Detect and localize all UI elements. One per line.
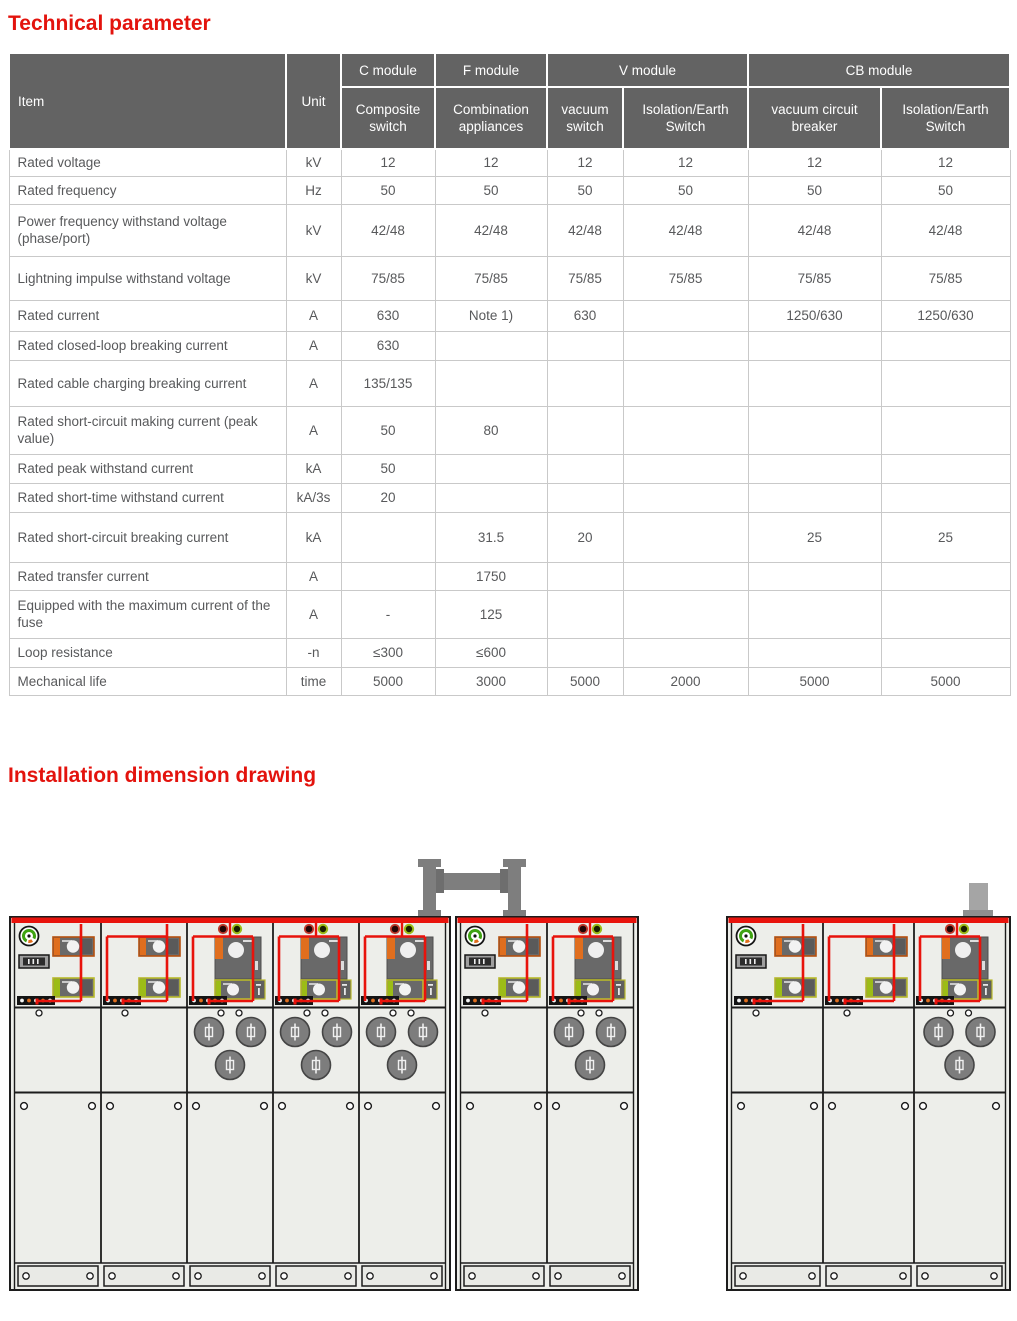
table-row xyxy=(9,406,1010,454)
column-header-unit: Unit xyxy=(286,53,341,149)
value-cell xyxy=(341,562,435,590)
cable-connector-icon xyxy=(425,980,437,999)
vent-screw xyxy=(482,1010,488,1016)
indicator-green-icon xyxy=(593,925,601,933)
door-screw xyxy=(279,1103,286,1110)
value-cell xyxy=(623,562,748,590)
value-cell xyxy=(748,562,881,590)
plinth xyxy=(826,1266,911,1286)
indicator-green-icon xyxy=(233,925,241,933)
module-group-header: V module xyxy=(547,53,748,87)
door-screw xyxy=(261,1103,268,1110)
module-group-header: CB module xyxy=(748,53,1010,87)
value-cell xyxy=(435,483,547,512)
unit-cell: kV xyxy=(286,256,341,300)
unit-cell: kV xyxy=(286,204,341,256)
value-cell: 12 xyxy=(881,149,1010,176)
door-screw xyxy=(107,1103,114,1110)
value-cell: 75/85 xyxy=(623,256,748,300)
module-group-header: C module xyxy=(341,53,435,87)
door-screw xyxy=(467,1103,474,1110)
value-cell: 2000 xyxy=(623,667,748,695)
item-cell: Mechanical life xyxy=(9,667,286,695)
fuse-bushing-circle xyxy=(388,1051,417,1080)
gauge-icon xyxy=(737,927,756,946)
vent-screw xyxy=(578,1010,584,1016)
value-cell xyxy=(748,331,881,360)
value-cell xyxy=(547,638,623,667)
value-cell: 12 xyxy=(435,149,547,176)
value-cell xyxy=(435,331,547,360)
unit-cell: A xyxy=(286,300,341,331)
value-cell: 75/85 xyxy=(748,256,881,300)
value-cell: 20 xyxy=(341,483,435,512)
switch-module-icon xyxy=(139,937,180,956)
vent-screw xyxy=(408,1010,414,1016)
unit-cell: A xyxy=(286,590,341,638)
value-cell: 42/48 xyxy=(341,204,435,256)
value-cell: 20 xyxy=(547,512,623,562)
value-cell xyxy=(881,483,1010,512)
earth-switch-module-icon xyxy=(139,978,180,997)
value-cell xyxy=(547,406,623,454)
item-cell: Rated transfer current xyxy=(9,562,286,590)
value-cell xyxy=(623,638,748,667)
plinth xyxy=(917,1266,1002,1286)
unit-cell: kA xyxy=(286,454,341,483)
indicator-red-icon xyxy=(579,925,587,933)
item-cell: Rated short-time withstand current xyxy=(9,483,286,512)
value-cell: 25 xyxy=(748,512,881,562)
value-cell xyxy=(881,590,1010,638)
value-cell: 630 xyxy=(341,331,435,360)
cable-connector-icon xyxy=(613,980,625,999)
installation-drawing-svg xyxy=(0,848,1017,1308)
earth-switch-module-icon xyxy=(53,978,94,997)
busbar xyxy=(729,918,1009,924)
value-cell: 5000 xyxy=(341,667,435,695)
value-cell: 125 xyxy=(435,590,547,638)
fuse-bushing-circle xyxy=(302,1051,331,1080)
fuse-bushing-circle xyxy=(281,1018,310,1047)
value-cell: ≤300 xyxy=(341,638,435,667)
plinth xyxy=(18,1266,98,1286)
vent-screw xyxy=(390,1010,396,1016)
value-cell: 630 xyxy=(341,300,435,331)
value-cell: 5000 xyxy=(881,667,1010,695)
value-cell xyxy=(881,638,1010,667)
value-cell: Note 1) xyxy=(435,300,547,331)
table-row xyxy=(9,638,1010,667)
connector-bridge xyxy=(418,859,526,918)
value-cell xyxy=(623,331,748,360)
door-screw xyxy=(535,1103,542,1110)
door-screw xyxy=(621,1103,628,1110)
value-cell xyxy=(623,590,748,638)
value-cell xyxy=(547,483,623,512)
value-cell xyxy=(435,360,547,406)
column-header-item: Item xyxy=(9,53,286,149)
indicator-green-icon xyxy=(405,925,413,933)
vent-screw xyxy=(36,1010,42,1016)
value-cell xyxy=(748,483,881,512)
fuse-bushing-circle xyxy=(576,1051,605,1080)
cable-connector-icon xyxy=(980,980,992,999)
value-cell: 5000 xyxy=(547,667,623,695)
value-cell: 50 xyxy=(435,176,547,204)
vent-screw xyxy=(122,1010,128,1016)
value-cell: 31.5 xyxy=(435,512,547,562)
value-cell: 3000 xyxy=(435,667,547,695)
table-row xyxy=(9,176,1010,204)
value-cell xyxy=(881,562,1010,590)
nameplate xyxy=(736,955,766,968)
vent-screw xyxy=(596,1010,602,1016)
plinth xyxy=(362,1266,442,1286)
switch-module-icon xyxy=(499,937,540,956)
module-sub-header: Composite switch xyxy=(341,87,435,149)
value-cell: 42/48 xyxy=(435,204,547,256)
plinth xyxy=(464,1266,544,1286)
value-cell xyxy=(623,300,748,331)
table-row xyxy=(9,562,1010,590)
value-cell: 5000 xyxy=(748,667,881,695)
value-cell: 42/48 xyxy=(881,204,1010,256)
door-screw xyxy=(920,1103,927,1110)
value-cell xyxy=(748,406,881,454)
gauge-icon xyxy=(466,927,485,946)
section-title-installation: Installation dimension drawing xyxy=(8,764,317,787)
table-row xyxy=(9,204,1010,256)
plinth xyxy=(276,1266,356,1286)
door-screw xyxy=(89,1103,96,1110)
module-group-header: F module xyxy=(435,53,547,87)
item-cell: Loop resistance xyxy=(9,638,286,667)
vent-screw xyxy=(322,1010,328,1016)
item-cell: Rated short-circuit making current (peak value) xyxy=(9,406,286,454)
vent-screw xyxy=(844,1010,850,1016)
item-cell: Rated current xyxy=(9,300,286,331)
fuse-bushing-circle xyxy=(597,1018,626,1047)
fuse-bushing-circle xyxy=(367,1018,396,1047)
cable-connector-icon xyxy=(253,980,265,999)
vent-screw xyxy=(753,1010,759,1016)
value-cell: 50 xyxy=(341,406,435,454)
vent-screw xyxy=(236,1010,242,1016)
door-screw xyxy=(738,1103,745,1110)
value-cell: 50 xyxy=(748,176,881,204)
table-row xyxy=(9,300,1010,331)
value-cell xyxy=(547,454,623,483)
value-cell: 50 xyxy=(547,176,623,204)
door-screw xyxy=(365,1103,372,1110)
value-cell xyxy=(623,454,748,483)
value-cell: 42/48 xyxy=(547,204,623,256)
value-cell xyxy=(748,590,881,638)
vent-screw xyxy=(948,1010,954,1016)
fuse-bushing-circle xyxy=(555,1018,584,1047)
value-cell xyxy=(881,360,1010,406)
value-cell: 50 xyxy=(341,454,435,483)
busbar xyxy=(12,918,449,924)
unit-cell: -n xyxy=(286,638,341,667)
value-cell: 12 xyxy=(341,149,435,176)
value-cell xyxy=(547,590,623,638)
value-cell: 75/85 xyxy=(881,256,1010,300)
value-cell: 1250/630 xyxy=(881,300,1010,331)
vent-screw xyxy=(218,1010,224,1016)
value-cell xyxy=(881,406,1010,454)
section-title-technical: Technical parameter xyxy=(8,12,211,35)
value-cell xyxy=(341,512,435,562)
plinth xyxy=(104,1266,184,1286)
value-cell: 25 xyxy=(881,512,1010,562)
fuse-bushing-circle xyxy=(945,1051,974,1080)
unit-cell: A xyxy=(286,331,341,360)
unit-cell: A xyxy=(286,406,341,454)
earth-switch-module-icon xyxy=(866,978,907,997)
table-row xyxy=(9,590,1010,638)
value-cell: 50 xyxy=(341,176,435,204)
value-cell xyxy=(748,638,881,667)
value-cell: 50 xyxy=(881,176,1010,204)
fuse-bushing-circle xyxy=(195,1018,224,1047)
value-cell xyxy=(881,454,1010,483)
value-cell: 12 xyxy=(623,149,748,176)
cable-connector-icon xyxy=(339,980,351,999)
module-sub-header: vacuum switch xyxy=(547,87,623,149)
table-row xyxy=(9,331,1010,360)
unit-cell: Hz xyxy=(286,176,341,204)
value-cell: - xyxy=(341,590,435,638)
fuse-bushing-circle xyxy=(409,1018,438,1047)
value-cell xyxy=(881,331,1010,360)
fuse-bushing-circle xyxy=(323,1018,352,1047)
door-screw xyxy=(553,1103,560,1110)
item-cell: Rated cable charging breaking current xyxy=(9,360,286,406)
vent-screw xyxy=(304,1010,310,1016)
unit-cell: time xyxy=(286,667,341,695)
value-cell xyxy=(547,331,623,360)
plinth xyxy=(550,1266,630,1286)
gauge-icon xyxy=(20,927,39,946)
value-cell: 12 xyxy=(547,149,623,176)
indicator-red-icon xyxy=(391,925,399,933)
indicator-green-icon xyxy=(960,925,968,933)
value-cell: 42/48 xyxy=(748,204,881,256)
door-screw xyxy=(993,1103,1000,1110)
corner-post xyxy=(963,883,993,918)
item-cell: Rated closed-loop breaking current xyxy=(9,331,286,360)
value-cell: ≤600 xyxy=(435,638,547,667)
fuse-bushing-circle xyxy=(966,1018,995,1047)
plinth xyxy=(735,1266,820,1286)
technical-parameter-table xyxy=(8,52,1011,696)
door-screw xyxy=(193,1103,200,1110)
value-cell: 1750 xyxy=(435,562,547,590)
value-cell xyxy=(623,483,748,512)
value-cell xyxy=(748,360,881,406)
value-cell: 75/85 xyxy=(435,256,547,300)
value-cell: 75/85 xyxy=(341,256,435,300)
module-sub-header: vacuum circuit breaker xyxy=(748,87,881,149)
value-cell: 135/135 xyxy=(341,360,435,406)
nameplate xyxy=(19,955,49,968)
item-cell: Equipped with the maximum current of the fuse xyxy=(9,590,286,638)
fuse-bushing-circle xyxy=(237,1018,266,1047)
unit-cell: kA/3s xyxy=(286,483,341,512)
value-cell: 42/48 xyxy=(623,204,748,256)
value-cell xyxy=(623,360,748,406)
value-cell: 630 xyxy=(547,300,623,331)
switch-module-icon xyxy=(775,937,816,956)
switch-module-icon xyxy=(53,937,94,956)
door-screw xyxy=(175,1103,182,1110)
door-screw xyxy=(347,1103,354,1110)
table-row xyxy=(9,512,1010,562)
busbar xyxy=(458,918,637,924)
indicator-green-icon xyxy=(319,925,327,933)
value-cell xyxy=(435,454,547,483)
switch-module-icon xyxy=(866,937,907,956)
value-cell: 50 xyxy=(623,176,748,204)
table-row xyxy=(9,149,1010,176)
door-screw xyxy=(902,1103,909,1110)
cabinet-group-left-group xyxy=(10,917,450,1290)
earth-switch-module-icon xyxy=(775,978,816,997)
cabinet-group-right-group xyxy=(727,917,1010,1290)
unit-cell: A xyxy=(286,360,341,406)
item-cell: Rated voltage xyxy=(9,149,286,176)
item-cell: Power frequency withstand voltage (phase/port) xyxy=(9,204,286,256)
unit-cell: A xyxy=(286,562,341,590)
table-row xyxy=(9,483,1010,512)
value-cell: 12 xyxy=(748,149,881,176)
item-cell: Rated frequency xyxy=(9,176,286,204)
earth-switch-module-icon xyxy=(499,978,540,997)
module-sub-header: Isolation/Earth Switch xyxy=(881,87,1010,149)
module-sub-header: Isolation/Earth Switch xyxy=(623,87,748,149)
value-cell xyxy=(623,406,748,454)
vent-screw xyxy=(966,1010,972,1016)
value-cell xyxy=(547,360,623,406)
table-row xyxy=(9,454,1010,483)
indicator-red-icon xyxy=(946,925,954,933)
table-row xyxy=(9,256,1010,300)
door-screw xyxy=(829,1103,836,1110)
indicator-red-icon xyxy=(305,925,313,933)
door-screw xyxy=(811,1103,818,1110)
plinth xyxy=(190,1266,270,1286)
door-screw xyxy=(21,1103,28,1110)
value-cell: 75/85 xyxy=(547,256,623,300)
nameplate xyxy=(465,955,495,968)
indicator-red-icon xyxy=(219,925,227,933)
value-cell: 1250/630 xyxy=(748,300,881,331)
table-row xyxy=(9,667,1010,695)
module-sub-header: Combination appliances xyxy=(435,87,547,149)
fuse-bushing-circle xyxy=(216,1051,245,1080)
door-screw xyxy=(433,1103,440,1110)
value-cell xyxy=(547,562,623,590)
value-cell xyxy=(748,454,881,483)
installation-drawing xyxy=(0,848,1017,1308)
table-row xyxy=(9,360,1010,406)
item-cell: Rated peak withstand current xyxy=(9,454,286,483)
value-cell xyxy=(623,512,748,562)
unit-cell: kV xyxy=(286,149,341,176)
item-cell: Lightning impulse withstand voltage xyxy=(9,256,286,300)
value-cell: 80 xyxy=(435,406,547,454)
cabinet-group-middle-group xyxy=(456,917,638,1290)
fuse-bushing-circle xyxy=(924,1018,953,1047)
item-cell: Rated short-circuit breaking current xyxy=(9,512,286,562)
unit-cell: kA xyxy=(286,512,341,562)
